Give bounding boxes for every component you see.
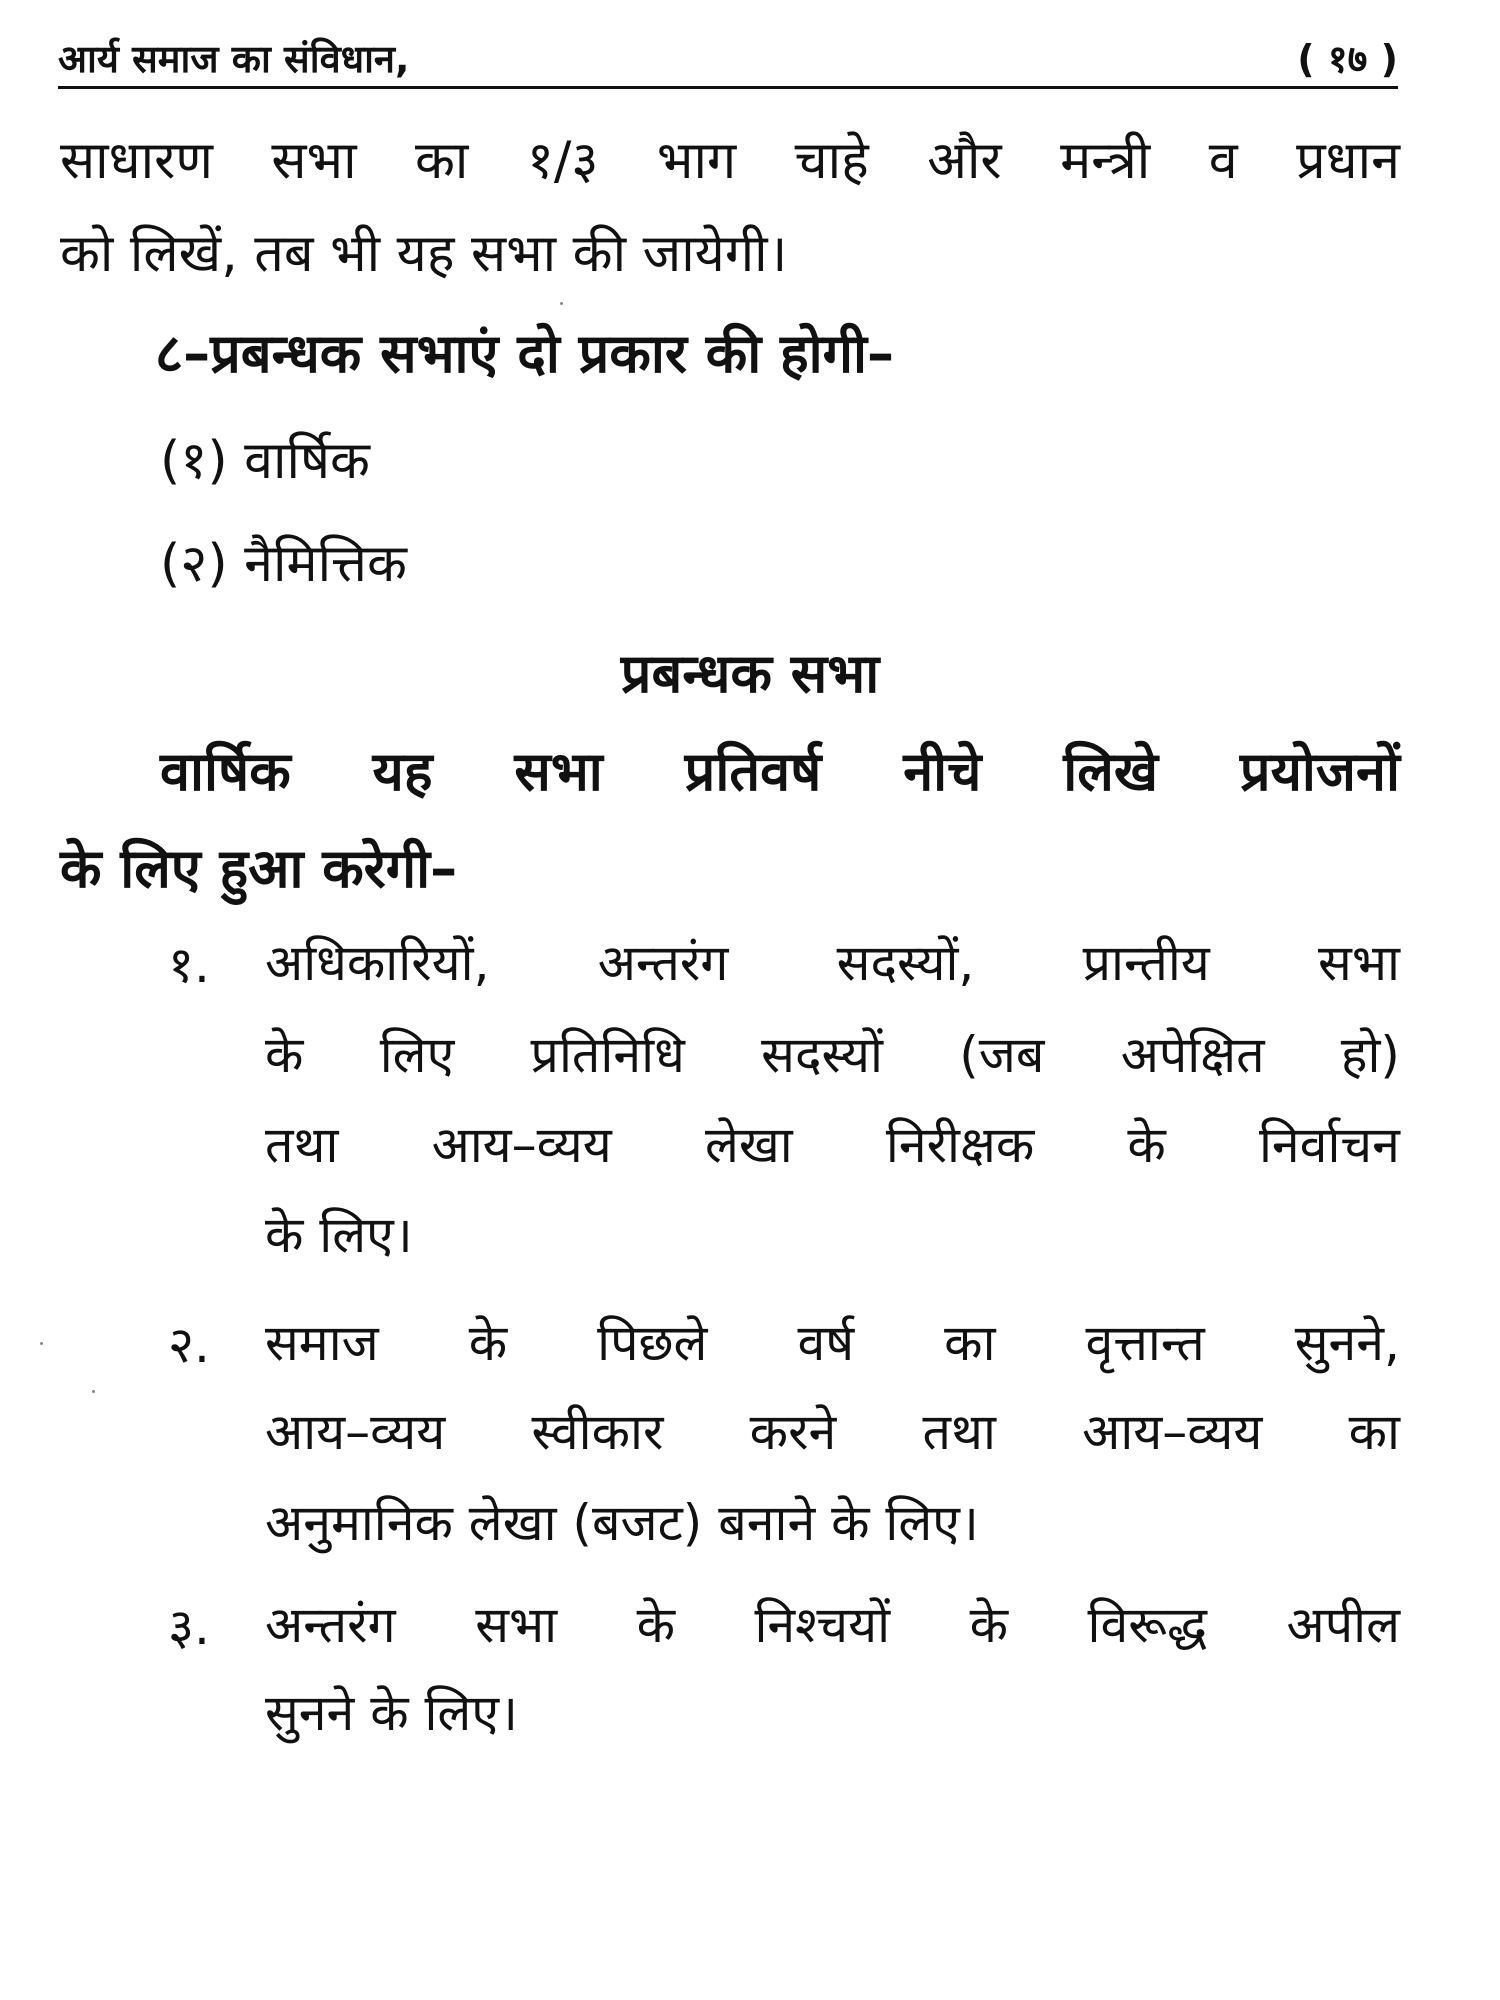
item-3-line-2: सुनने के लिए। [265, 1684, 518, 1742]
word: सभा [514, 740, 603, 803]
word: अधिकारियों, [265, 934, 490, 992]
word: का [1348, 1403, 1400, 1461]
scan-speck [92, 1390, 95, 1393]
word: स्वीकार [531, 1403, 664, 1461]
word: चाहे [794, 131, 869, 191]
word: यह [372, 740, 433, 803]
lead-line-1 [160, 735, 1400, 809]
word: प्रतिवर्ष [684, 740, 822, 803]
word: अन्तरंग [265, 1596, 396, 1654]
rule-8-heading: ८–प्रबन्धक सभाएं दो प्रकार की होगी– [155, 322, 895, 385]
word: वृत्तान्त [1085, 1314, 1205, 1372]
page-number: ( १७ ) [1297, 37, 1398, 81]
item-3-line-1 [265, 1590, 1400, 1660]
word: के [636, 1596, 675, 1654]
item-2-line-1 [265, 1308, 1400, 1378]
word: अपेक्षित [1120, 1026, 1265, 1084]
word: व [1208, 131, 1238, 191]
word: नीचे [903, 740, 982, 803]
intro-line-1 [60, 125, 1400, 197]
word: के [1127, 1116, 1166, 1174]
word: साधारण [60, 131, 213, 191]
word: सदस्यों, [836, 934, 975, 992]
word: सभा [271, 131, 357, 191]
item-2-number: २. [168, 1316, 210, 1374]
meeting-type-2: (२) नैमित्तिक [160, 534, 407, 594]
word: निर्वाचन [1258, 1116, 1400, 1174]
item-1-line-2 [265, 1020, 1400, 1090]
word: सभा [475, 1596, 558, 1654]
word: विरूद्ध [1087, 1596, 1208, 1654]
word: का [415, 131, 469, 191]
word: के [265, 1026, 304, 1084]
item-2-line-2 [265, 1397, 1400, 1467]
word: आय–व्यय [431, 1116, 612, 1174]
word: पिछले [597, 1314, 708, 1372]
meeting-type-1: (१) वार्षिक [160, 431, 370, 491]
word: करने [749, 1403, 837, 1461]
book-title: आर्य समाज का संविधान, [58, 37, 410, 81]
item-3-number: ३. [168, 1598, 210, 1656]
word: अपील [1286, 1596, 1400, 1654]
word: १/३ [526, 131, 599, 191]
word: लेखा [704, 1116, 793, 1174]
word: और [927, 131, 1002, 191]
word: (जब [959, 1026, 1045, 1084]
word: प्रयोजनों [1239, 740, 1400, 803]
word: प्रतिनिधि [530, 1026, 685, 1084]
word: मन्त्री [1060, 131, 1151, 191]
scan-speck [560, 302, 563, 305]
word: सुनने, [1294, 1314, 1400, 1372]
item-1-number: १. [168, 936, 210, 994]
section-title: प्रबन्धक सभा [620, 642, 880, 705]
word: समाज [265, 1314, 379, 1372]
word: अन्तरंग [597, 934, 729, 992]
word: हो) [1340, 1026, 1400, 1084]
word: प्रधान [1296, 131, 1400, 191]
word: लिए [379, 1026, 455, 1084]
word: सदस्यों [761, 1026, 883, 1084]
word: आय–व्यय [265, 1403, 446, 1461]
scan-speck [40, 1342, 43, 1345]
word: तथा [922, 1403, 996, 1461]
word: वार्षिक [160, 740, 291, 803]
item-2-line-3: अनुमानिक लेखा (बजट) बनाने के लिए। [265, 1494, 979, 1552]
word: के [468, 1314, 508, 1372]
word: आय–व्यय [1082, 1403, 1263, 1461]
word: निश्चयों [754, 1596, 891, 1654]
word: के [969, 1596, 1009, 1654]
lead-line-2: के लिए हुआ करेगी– [60, 837, 458, 900]
word: निरीक्षक [885, 1116, 1035, 1174]
word: भाग [656, 131, 737, 191]
running-header [58, 26, 1398, 86]
word: का [944, 1314, 996, 1372]
header-rule [58, 86, 1398, 89]
intro-line-2: को लिखें, तब भी यह सभा की जायेगी। [60, 224, 788, 284]
word: सभा [1318, 934, 1400, 992]
word: प्रान्तीय [1082, 934, 1210, 992]
word: वर्ष [797, 1314, 855, 1372]
item-1-line-1 [265, 928, 1400, 998]
word: लिखे [1063, 740, 1159, 803]
word: तथा [265, 1116, 339, 1174]
item-1-line-4: के लिए। [265, 1206, 413, 1264]
item-1-line-3 [265, 1110, 1400, 1180]
